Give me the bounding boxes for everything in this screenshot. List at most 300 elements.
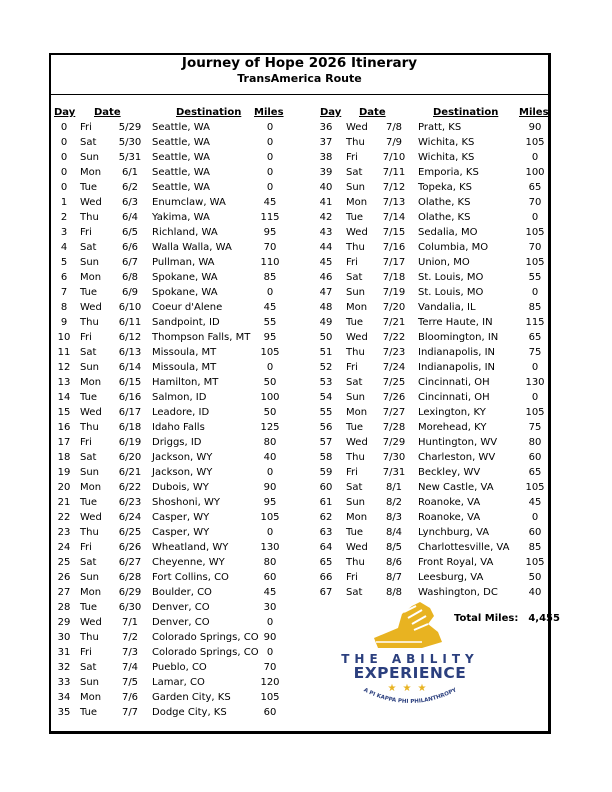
- table-row: [313, 390, 545, 405]
- destination-cell: Seattle, WA: [152, 137, 210, 148]
- destination-cell: Columbia, MO: [418, 242, 489, 253]
- destination-cell: Cincinnati, OH: [418, 377, 490, 388]
- miles-cell: 55: [528, 272, 542, 283]
- date-cell: 6/16: [118, 392, 142, 403]
- day-cell: 27: [57, 587, 71, 598]
- date-cell: 7/5: [121, 677, 139, 688]
- day-cell: 12: [57, 362, 71, 373]
- weekday-cell: Fri: [80, 647, 92, 658]
- miles-cell: 0: [266, 647, 274, 658]
- day-cell: 8: [60, 302, 68, 313]
- day-cell: 45: [319, 257, 333, 268]
- miles-cell: 0: [531, 287, 539, 298]
- logo-line-2: EXPERIENCE: [353, 664, 467, 682]
- table-body-right: [313, 120, 545, 600]
- miles-cell: 60: [263, 572, 277, 583]
- miles-cell: 0: [266, 182, 274, 193]
- table-row: [54, 615, 299, 630]
- miles-cell: 50: [528, 572, 542, 583]
- table-row: [54, 705, 299, 720]
- date-cell: 6/6: [121, 242, 139, 253]
- table-row: [54, 450, 299, 465]
- weekday-cell: Fri: [346, 257, 358, 268]
- destination-cell: Fort Collins, CO: [152, 572, 229, 583]
- table-row: [54, 240, 299, 255]
- miles-cell: 30: [263, 602, 277, 613]
- table-row: [54, 405, 299, 420]
- date-cell: 7/9: [385, 137, 403, 148]
- date-cell: 6/29: [118, 587, 142, 598]
- date-cell: 7/3: [121, 647, 139, 658]
- destination-cell: Washington, DC: [418, 587, 498, 598]
- destination-cell: Enumclaw, WA: [152, 197, 226, 208]
- table-header: [54, 105, 299, 120]
- weekday-cell: Sat: [346, 587, 363, 598]
- date-cell: 6/8: [121, 272, 139, 283]
- table-row: [54, 495, 299, 510]
- date-cell: 7/24: [382, 362, 406, 373]
- miles-cell: 0: [266, 137, 274, 148]
- table-row: [313, 510, 545, 525]
- date-cell: 8/1: [385, 482, 403, 493]
- destination-cell: Coeur d'Alene: [152, 302, 223, 313]
- day-cell: 14: [57, 392, 71, 403]
- destination-cell: Walla Walla, WA: [152, 242, 232, 253]
- destination-cell: Roanoke, VA: [418, 497, 481, 508]
- weekday-cell: Tue: [346, 212, 364, 223]
- day-cell: 1: [60, 197, 68, 208]
- miles-cell: 60: [263, 707, 277, 718]
- table-row: [54, 630, 299, 645]
- miles-cell: 130: [260, 542, 280, 553]
- date-cell: 7/30: [382, 452, 406, 463]
- destination-cell: Yakima, WA: [152, 212, 210, 223]
- table-row: [54, 660, 299, 675]
- destination-cell: Cincinnati, OH: [418, 392, 490, 403]
- weekday-cell: Fri: [346, 362, 358, 373]
- day-cell: 7: [60, 287, 68, 298]
- day-cell: 47: [319, 287, 333, 298]
- logo-stars: ★★★: [387, 683, 433, 694]
- weekday-cell: Sun: [80, 467, 100, 478]
- date-cell: 7/11: [382, 167, 406, 178]
- day-cell: 35: [57, 707, 71, 718]
- date-cell: 5/29: [118, 122, 142, 133]
- miles-cell: 125: [260, 422, 280, 433]
- miles-cell: 95: [263, 497, 277, 508]
- day-cell: 37: [319, 137, 333, 148]
- weekday-cell: Fri: [346, 467, 358, 478]
- miles-cell: 0: [531, 512, 539, 523]
- date-cell: 7/19: [382, 287, 406, 298]
- date-cell: 6/26: [118, 542, 142, 553]
- day-cell: 40: [319, 182, 333, 193]
- table-header: [313, 105, 549, 120]
- date-cell: 6/4: [121, 212, 139, 223]
- destination-cell: Roanoke, VA: [418, 512, 481, 523]
- date-cell: 7/23: [382, 347, 406, 358]
- day-cell: 31: [57, 647, 71, 658]
- header-date: Date: [94, 107, 121, 118]
- header-date: Date: [359, 107, 386, 118]
- miles-cell: 105: [260, 692, 280, 703]
- weekday-cell: Wed: [80, 197, 102, 208]
- miles-cell: 110: [260, 257, 280, 268]
- day-cell: 54: [319, 392, 333, 403]
- header-day: Day: [54, 107, 76, 118]
- table-row: [313, 315, 545, 330]
- day-cell: 42: [319, 212, 333, 223]
- day-cell: 60: [319, 482, 333, 493]
- weekday-cell: Mon: [346, 407, 368, 418]
- destination-cell: Seattle, WA: [152, 152, 210, 163]
- table-row: [54, 210, 299, 225]
- table-row: [54, 420, 299, 435]
- date-cell: 6/17: [118, 407, 142, 418]
- date-cell: 6/23: [118, 497, 142, 508]
- destination-cell: Lexington, KY: [418, 407, 486, 418]
- destination-cell: Casper, WY: [152, 527, 210, 538]
- destination-cell: Pratt, KS: [418, 122, 462, 133]
- table-row: [313, 420, 545, 435]
- svg-text:A PI KAPPA PHI PHILANTHROPY: A PI KAPPA PHI PHILANTHROPY: [362, 687, 458, 706]
- date-cell: 7/27: [382, 407, 406, 418]
- destination-cell: Casper, WY: [152, 512, 210, 523]
- table-row: [313, 570, 545, 585]
- day-cell: 23: [57, 527, 71, 538]
- destination-cell: Wheatland, WY: [152, 542, 229, 553]
- weekday-cell: Wed: [346, 542, 368, 553]
- day-cell: 58: [319, 452, 333, 463]
- date-cell: 8/5: [385, 542, 403, 553]
- day-cell: 18: [57, 452, 71, 463]
- day-cell: 0: [60, 167, 68, 178]
- table-row: [313, 330, 545, 345]
- weekday-cell: Thu: [346, 347, 365, 358]
- table-row: [54, 165, 299, 180]
- date-cell: 7/14: [382, 212, 406, 223]
- day-cell: 19: [57, 467, 71, 478]
- miles-cell: 45: [263, 197, 277, 208]
- destination-cell: Spokane, WA: [152, 287, 218, 298]
- weekday-cell: Tue: [80, 287, 98, 298]
- date-cell: 7/29: [382, 437, 406, 448]
- weekday-cell: Mon: [80, 272, 102, 283]
- date-cell: 8/8: [385, 587, 403, 598]
- weekday-cell: Sat: [80, 347, 97, 358]
- miles-cell: 105: [260, 512, 280, 523]
- page-title: Journey of Hope 2026 Itinerary: [181, 55, 418, 71]
- day-cell: 56: [319, 422, 333, 433]
- weekday-cell: Tue: [80, 392, 98, 403]
- weekday-cell: Sun: [80, 677, 100, 688]
- destination-cell: Wichita, KS: [418, 152, 475, 163]
- logo-tagline: [340, 678, 480, 714]
- day-cell: 66: [319, 572, 333, 583]
- weekday-cell: Sat: [80, 242, 97, 253]
- day-cell: 53: [319, 377, 333, 388]
- ability-experience-logo: [340, 598, 480, 713]
- clasped-hands-icon: [368, 598, 448, 650]
- date-cell: 7/15: [382, 227, 406, 238]
- table-row: [313, 300, 545, 315]
- miles-cell: 105: [525, 257, 545, 268]
- table-row: [54, 435, 299, 450]
- miles-cell: 0: [266, 362, 274, 373]
- table-row: [54, 690, 299, 705]
- destination-cell: Hamilton, MT: [152, 377, 219, 388]
- date-cell: 7/6: [121, 692, 139, 703]
- date-cell: 7/13: [382, 197, 406, 208]
- weekday-cell: Wed: [80, 512, 102, 523]
- table-row: [313, 345, 545, 360]
- miles-cell: 105: [525, 407, 545, 418]
- day-cell: 49: [319, 317, 333, 328]
- day-cell: 48: [319, 302, 333, 313]
- destination-cell: Colorado Springs, CO: [152, 647, 259, 658]
- weekday-cell: Tue: [80, 602, 98, 613]
- day-cell: 17: [57, 437, 71, 448]
- weekday-cell: Thu: [346, 137, 365, 148]
- miles-cell: 0: [266, 617, 274, 628]
- table-row: [313, 285, 545, 300]
- day-cell: 3: [60, 227, 68, 238]
- header-divider: [51, 94, 548, 95]
- miles-cell: 85: [528, 542, 542, 553]
- date-cell: 7/2: [121, 632, 139, 643]
- table-row: [54, 255, 299, 270]
- weekday-cell: Sat: [346, 272, 363, 283]
- destination-cell: Richland, WA: [152, 227, 218, 238]
- destination-cell: Emporia, KS: [418, 167, 479, 178]
- destination-cell: Seattle, WA: [152, 122, 210, 133]
- miles-cell: 0: [266, 167, 274, 178]
- destination-cell: Huntington, WV: [418, 437, 498, 448]
- table-row: [313, 225, 545, 240]
- date-cell: 6/10: [118, 302, 142, 313]
- table-row: [54, 375, 299, 390]
- weekday-cell: Fri: [80, 542, 92, 553]
- destination-cell: Salmon, ID: [152, 392, 207, 403]
- date-cell: 5/30: [118, 137, 142, 148]
- weekday-cell: Wed: [346, 227, 368, 238]
- day-cell: 61: [319, 497, 333, 508]
- destination-cell: Topeka, KS: [418, 182, 473, 193]
- day-cell: 20: [57, 482, 71, 493]
- weekday-cell: Tue: [80, 497, 98, 508]
- date-cell: 7/20: [382, 302, 406, 313]
- weekday-cell: Sat: [80, 557, 97, 568]
- weekday-cell: Sat: [80, 137, 97, 148]
- miles-cell: 0: [531, 212, 539, 223]
- destination-cell: Missoula, MT: [152, 347, 217, 358]
- table-body-left: [54, 120, 299, 720]
- table-row: [54, 195, 299, 210]
- table-row: [313, 360, 545, 375]
- destination-cell: Colorado Springs, CO: [152, 632, 259, 643]
- day-cell: 30: [57, 632, 71, 643]
- weekday-cell: Thu: [346, 452, 365, 463]
- weekday-cell: Mon: [80, 482, 102, 493]
- day-cell: 2: [60, 212, 68, 223]
- day-cell: 55: [319, 407, 333, 418]
- table-row: [313, 525, 545, 540]
- day-cell: 65: [319, 557, 333, 568]
- destination-cell: Olathe, KS: [418, 197, 471, 208]
- miles-cell: 90: [528, 122, 542, 133]
- weekday-cell: Sat: [346, 377, 363, 388]
- day-cell: 59: [319, 467, 333, 478]
- table-row: [54, 150, 299, 165]
- date-cell: 8/3: [385, 512, 403, 523]
- miles-cell: 80: [528, 437, 542, 448]
- weekday-cell: Fri: [80, 332, 92, 343]
- miles-cell: 0: [531, 152, 539, 163]
- weekday-cell: Thu: [80, 212, 99, 223]
- date-cell: 6/30: [118, 602, 142, 613]
- date-cell: 8/6: [385, 557, 403, 568]
- weekday-cell: Wed: [346, 332, 368, 343]
- date-cell: 6/7: [121, 257, 139, 268]
- miles-cell: 75: [528, 422, 542, 433]
- table-row: [313, 120, 545, 135]
- destination-cell: Cheyenne, WY: [152, 557, 225, 568]
- miles-cell: 105: [525, 482, 545, 493]
- date-cell: 7/31: [382, 467, 406, 478]
- table-row: [54, 270, 299, 285]
- date-cell: 6/2: [121, 182, 139, 193]
- miles-cell: 60: [528, 452, 542, 463]
- weekday-cell: Thu: [80, 317, 99, 328]
- day-cell: 24: [57, 542, 71, 553]
- table-row: [54, 225, 299, 240]
- weekday-cell: Mon: [346, 197, 368, 208]
- table-row: [54, 300, 299, 315]
- day-cell: 41: [319, 197, 333, 208]
- table-row: [54, 600, 299, 615]
- table-row: [54, 285, 299, 300]
- date-cell: 7/28: [382, 422, 406, 433]
- miles-cell: 50: [263, 407, 277, 418]
- table-row: [313, 495, 545, 510]
- destination-cell: Garden City, KS: [152, 692, 231, 703]
- table-row: [54, 135, 299, 150]
- header-miles: Miles: [519, 107, 549, 118]
- total-miles-label: Total Miles:: [454, 613, 519, 624]
- table-row: [54, 555, 299, 570]
- weekday-cell: Mon: [80, 167, 102, 178]
- weekday-cell: Sun: [80, 362, 100, 373]
- table-row: [54, 675, 299, 690]
- header-day: Day: [320, 107, 342, 118]
- day-cell: 21: [57, 497, 71, 508]
- date-cell: 7/21: [382, 317, 406, 328]
- day-cell: 34: [57, 692, 71, 703]
- miles-cell: 0: [266, 467, 274, 478]
- day-cell: 57: [319, 437, 333, 448]
- miles-cell: 0: [266, 287, 274, 298]
- weekday-cell: Wed: [80, 407, 102, 418]
- table-row: [54, 585, 299, 600]
- date-cell: 7/12: [382, 182, 406, 193]
- date-cell: 6/27: [118, 557, 142, 568]
- day-cell: 43: [319, 227, 333, 238]
- weekday-cell: Wed: [80, 302, 102, 313]
- table-row: [313, 240, 545, 255]
- destination-cell: Pueblo, CO: [152, 662, 207, 673]
- table-row: [54, 540, 299, 555]
- table-row: [54, 360, 299, 375]
- weekday-cell: Thu: [80, 632, 99, 643]
- weekday-cell: Mon: [80, 377, 102, 388]
- destination-cell: Spokane, WA: [152, 272, 218, 283]
- day-cell: 4: [60, 242, 68, 253]
- miles-cell: 75: [528, 347, 542, 358]
- weekday-cell: Wed: [80, 617, 102, 628]
- table-row: [313, 405, 545, 420]
- destination-cell: Pullman, WA: [152, 257, 215, 268]
- miles-cell: 0: [531, 392, 539, 403]
- day-cell: 51: [319, 347, 333, 358]
- date-cell: 6/19: [118, 437, 142, 448]
- table-row: [54, 330, 299, 345]
- miles-cell: 45: [263, 302, 277, 313]
- destination-cell: Charlottesville, VA: [418, 542, 510, 553]
- date-cell: 6/24: [118, 512, 142, 523]
- header-destination: Destination: [433, 107, 499, 118]
- date-cell: 7/25: [382, 377, 406, 388]
- miles-cell: 100: [260, 392, 280, 403]
- header-miles: Miles: [254, 107, 284, 118]
- miles-cell: 65: [528, 467, 542, 478]
- miles-cell: 70: [528, 197, 542, 208]
- weekday-cell: Sun: [346, 182, 366, 193]
- logo-line-1: THE ABILITY: [341, 652, 479, 666]
- day-cell: 22: [57, 512, 71, 523]
- day-cell: 52: [319, 362, 333, 373]
- table-row: [313, 150, 545, 165]
- day-cell: 36: [319, 122, 333, 133]
- miles-cell: 105: [260, 347, 280, 358]
- table-row: [54, 390, 299, 405]
- miles-cell: 0: [531, 362, 539, 373]
- header-destination: Destination: [176, 107, 242, 118]
- destination-cell: Boulder, CO: [152, 587, 212, 598]
- date-cell: 7/8: [385, 122, 403, 133]
- miles-cell: 120: [260, 677, 280, 688]
- table-row: [54, 525, 299, 540]
- table-row: [54, 645, 299, 660]
- page-subtitle: TransAmerica Route: [237, 72, 362, 85]
- weekday-cell: Sat: [346, 167, 363, 178]
- date-cell: 8/7: [385, 572, 403, 583]
- destination-cell: Olathe, KS: [418, 212, 471, 223]
- day-cell: 63: [319, 527, 333, 538]
- table-row: [313, 165, 545, 180]
- date-cell: 7/26: [382, 392, 406, 403]
- table-row: [313, 450, 545, 465]
- weekday-cell: Fri: [346, 152, 358, 163]
- table-row: [54, 510, 299, 525]
- miles-cell: 90: [263, 632, 277, 643]
- day-cell: 38: [319, 152, 333, 163]
- date-cell: 7/4: [121, 662, 139, 673]
- table-row: [54, 570, 299, 585]
- destination-cell: Bloomington, IN: [418, 332, 499, 343]
- day-cell: 13: [57, 377, 71, 388]
- weekday-cell: Tue: [346, 317, 364, 328]
- miles-cell: 65: [528, 332, 542, 343]
